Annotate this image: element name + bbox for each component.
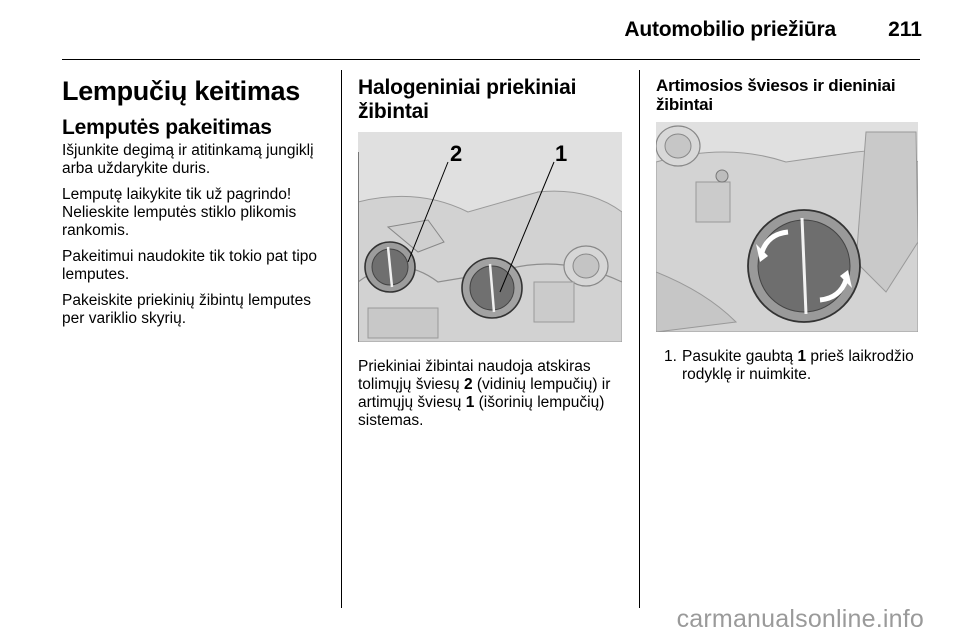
section-heading: Lempučių keitimas: [62, 76, 300, 106]
halogen-text-c: (išorinių lempučių) sistemas.: [358, 394, 605, 429]
watermark: carmanualsonline.info: [676, 605, 924, 633]
low-beam-cap: [462, 258, 522, 318]
page-header-title: Automobilio priežiūra: [624, 18, 836, 41]
halogen-text-a: Priekiniai žibintai naudoja atskiras tolimųjų šviesų: [358, 358, 591, 393]
column-divider-left: [341, 70, 342, 608]
paragraph-same-type: Pakeitimui naudokite tik tokio pat tipo lemputes.: [62, 248, 318, 283]
halogen-ref-2: 2: [463, 376, 473, 393]
step-text-a: Pasukite gaubtą: [682, 348, 798, 365]
page-number: 211: [888, 18, 922, 41]
halogen-description: [358, 358, 622, 430]
paragraph-handling: Lemputę laikykite tik už pagrindo! Nelieskite lemputės stiklo plikomis rankomis.: [62, 186, 297, 239]
step-ref-1: 1: [797, 348, 807, 365]
halogen-text-b: (vidinių lempučių) ir artimųjų šviesų: [358, 376, 611, 411]
column-lamp-replacement: [62, 76, 334, 336]
rotating-cap: [748, 210, 860, 322]
subsection-heading: Lemputės pakeitimas: [62, 116, 272, 139]
column-divider-right: [639, 70, 640, 608]
header-rule: [62, 59, 920, 60]
figure-label-1: 1: [555, 141, 568, 166]
column-halogen-headlights: [358, 76, 622, 438]
step-text: [682, 348, 922, 384]
instruction-step-1: [664, 348, 922, 384]
headlight-rear-illustration: [358, 132, 622, 342]
cap-rotation-illustration: [656, 122, 918, 332]
section-heading-low-beam: Artimosios šviesos ir dieniniai žibintai: [656, 76, 896, 114]
column-low-beam-drl: [656, 76, 922, 384]
section-heading-halogen: Halogeniniai priekiniai žibintai: [358, 76, 577, 123]
figure-label-2: 2: [450, 141, 463, 166]
halogen-ref-1: 1: [465, 394, 475, 411]
high-beam-cap: [365, 242, 415, 292]
paragraph-ignition: Išjunkite degimą ir atitinkamą jungiklį arba uždarykite duris.: [62, 142, 314, 177]
step-text-b: prieš laikrodžio rodyklę ir nuimkite.: [682, 348, 914, 383]
step-number: 1.: [664, 348, 677, 365]
paragraph-engine-bay: Pakeiskite priekinių žibintų lemputes per variklio skyrių.: [62, 292, 311, 327]
